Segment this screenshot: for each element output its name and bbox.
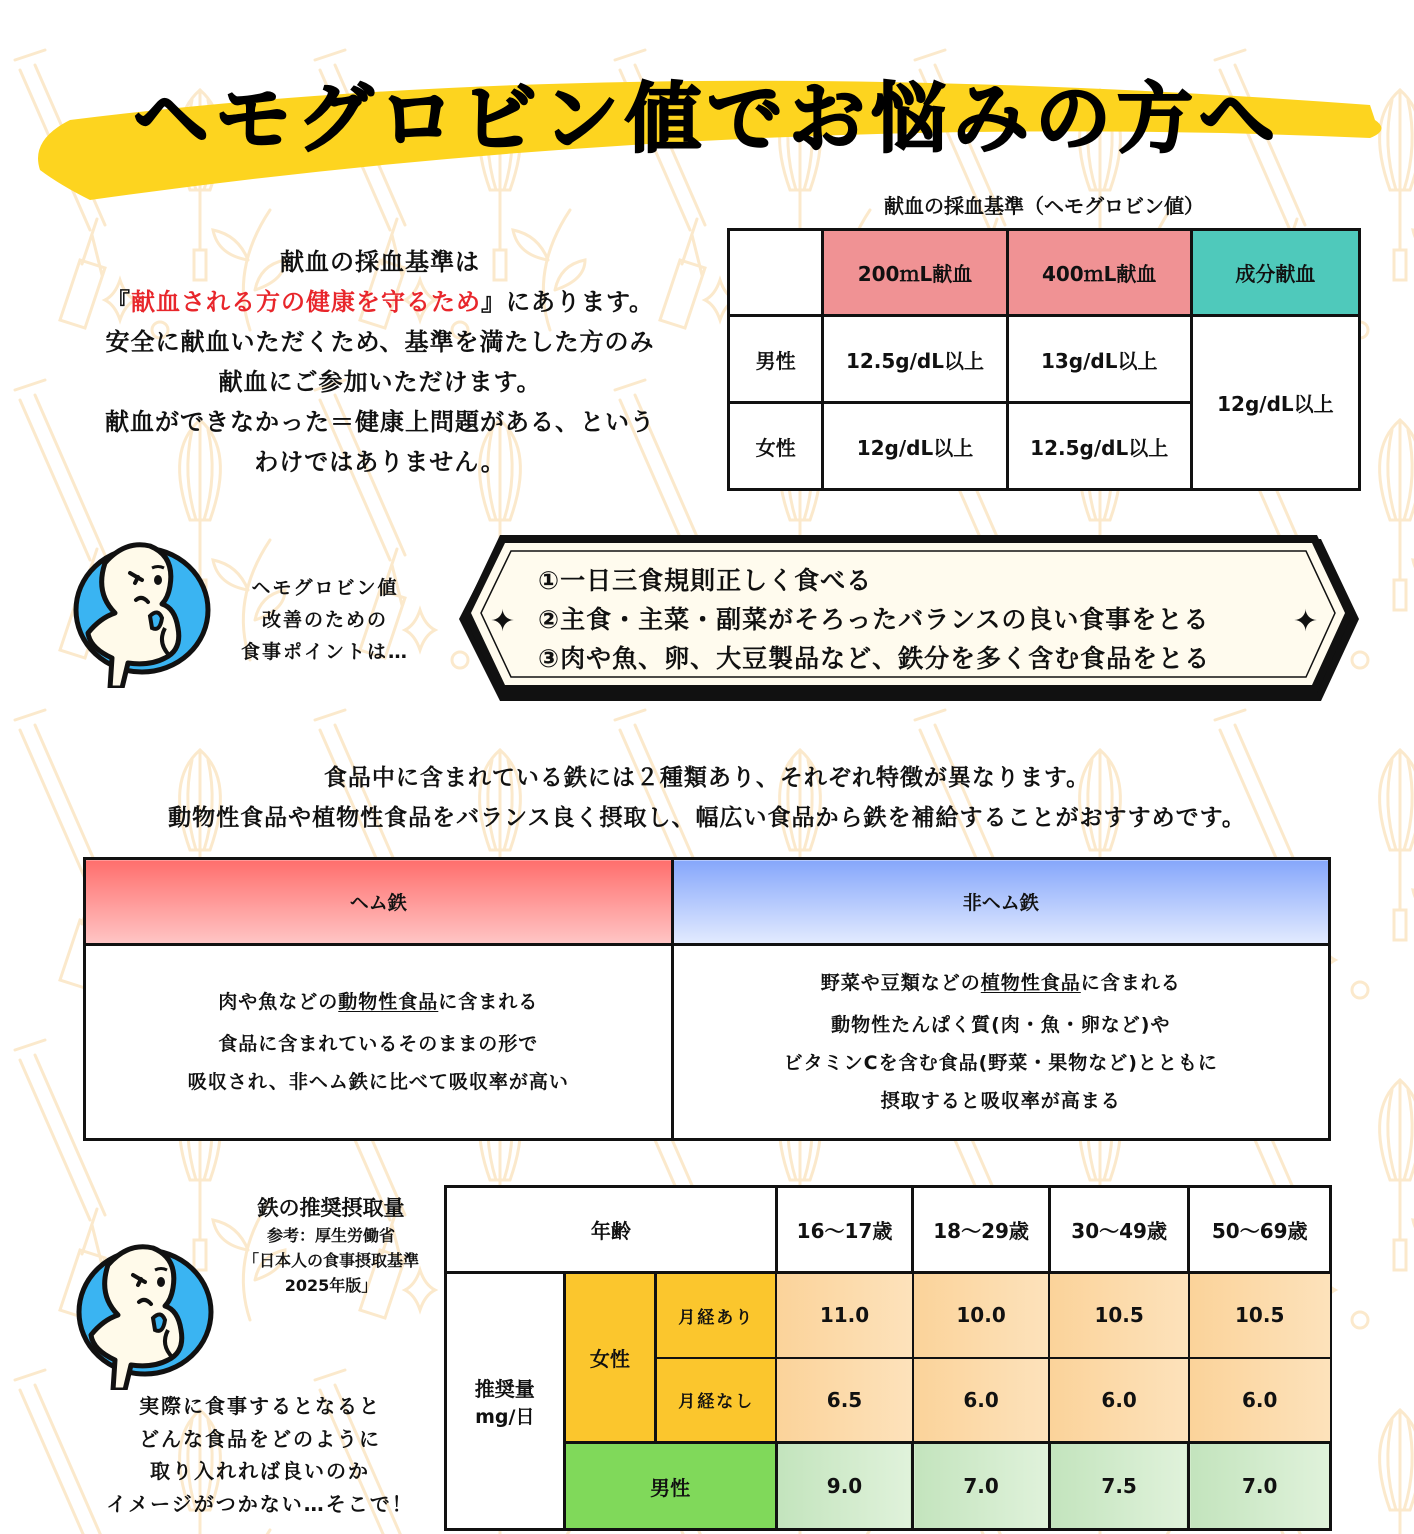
sparkle-icon-right: ✦ [1293,604,1319,639]
age-label: 年齢 [446,1187,777,1273]
value-cell: 10.5 [1189,1273,1331,1358]
nonheme-iron-description [672,945,1329,1140]
sparkle-icon-left: ✦ [490,604,516,639]
header-component: 成分献血 [1191,230,1359,316]
header-200ml: 200ｍL献血 [823,230,1007,316]
diet-tips-list [538,561,1298,678]
tips-lead-line-2: 改善のための [261,609,388,631]
nonheme-line-3: ビタミンCを含む食品(野菜・果物など)とともに [783,1052,1218,1074]
male-200ml-value: 12.5g/dL以上 [823,316,1007,403]
row-label-male: 男性 [729,316,823,403]
unit-label: mg/日 [475,1406,535,1428]
intro-line-6: わけではありません。 [254,448,506,476]
meal-question-text [95,1390,425,1520]
iron-intro-line-2: 動物性食品や植物性食品をバランス良く摂取し、幅広い食品から鉄を補給することがおすすめです。 [168,805,1246,831]
heme-text: 肉や魚などの [218,991,339,1013]
question-line-3: 取り入れれば良いのか [150,1459,370,1483]
iron-intake-table [444,1185,1332,1531]
tip-3: ③肉や魚、卵、大豆製品など、鉄分を多く含む食品をとる [538,644,1211,673]
recommended-amount-label [446,1273,565,1530]
tips-lead-line-3: 食事ポイントは… [240,641,409,663]
quote-open: 『 [105,288,131,316]
age-18-29: 18～29歳 [913,1187,1050,1273]
intro-line-3: 安全に献血いただくため、基準を満たした方のみ [105,328,655,356]
donation-criteria-intro [60,242,700,482]
iron-intro-line-1: 食品中に含まれている鉄には２種類あり、それぞれ特徴が異なります。 [323,765,1091,791]
thinking-character-icon [70,538,215,688]
heme-text: に含まれる [438,991,539,1013]
nonheme-text: に含まれる [1080,972,1181,994]
nonheme-iron-header: 非ヘム鉄 [672,859,1329,945]
heme-iron-description [85,945,673,1140]
nonheme-line-2: 動物性たんぱく質(肉・魚・卵など)や [831,1014,1171,1036]
value-cell: 9.0 [776,1443,913,1530]
question-line-4: イメージがつかない…そこで！ [106,1491,414,1516]
empty-header-cell [729,230,823,316]
female-menstruating-row [446,1273,1331,1358]
intro-line-5: 献血ができなかった＝健康上問題がある、という [105,408,655,436]
row-label-female: 女性 [729,403,823,490]
intake-source-2: 「日本人の食事摂取基準 [242,1251,419,1270]
recommended-label: 推奨量 [474,1377,535,1401]
male-label: 男性 [564,1443,776,1530]
heme-iron-comparison-table [83,857,1331,1141]
question-line-2: どんな食品をどのように [139,1426,381,1451]
female-label: 女性 [564,1273,656,1443]
intro-line-1: 献血の採血基準は [280,248,480,276]
intro-line-4: 献血にご参加いただけます。 [218,368,542,396]
value-cell: 7.5 [1049,1443,1189,1530]
underlined-plant-foods: 植物性食品 [980,972,1081,994]
tip-1: ①一日三食規則正しく食べる [538,566,873,595]
tips-lead-line-1: ヘモグロビン値 [251,577,399,599]
quote-close: 』にあります。 [480,288,655,316]
highlight-text: 献血される方の健康を守るため [130,288,481,316]
heme-line-2: 食品に含まれているそのままの形で [218,1033,539,1055]
value-cell: 10.5 [1049,1273,1189,1358]
iron-types-intro [0,758,1414,838]
value-cell: 7.0 [913,1443,1050,1530]
nonheme-line-4: 摂取すると吸収率が高まる [880,1090,1121,1112]
female-400ml-value: 12.5g/dL以上 [1007,403,1191,490]
value-cell: 6.0 [913,1358,1050,1443]
donation-criteria-table [727,228,1361,491]
table-row-male [729,316,1360,403]
underlined-animal-foods: 動物性食品 [338,991,439,1013]
intake-source-3: 2025年版」 [284,1276,378,1295]
value-cell: 10.0 [913,1273,1050,1358]
tip-2: ②主食・主菜・副菜がそろったバランスの良い食事をとる [538,605,1210,634]
tips-lead-text [225,572,425,668]
intake-source-1: 参考：厚生労働省 [266,1226,395,1245]
page-title: ヘモグロビン値でお悩みの方へ [133,74,1281,163]
question-line-1: 実際に食事するとなると [139,1394,381,1418]
female-200ml-value: 12g/dL以上 [823,403,1007,490]
age-50-69: 50～69歳 [1189,1187,1331,1273]
intake-title-block [216,1193,446,1298]
intro-line-2 [60,282,700,322]
menstruation-yes-label: 月経あり [656,1273,776,1358]
value-cell: 7.0 [1189,1443,1331,1530]
nonheme-text: 野菜や豆類などの [820,972,981,994]
component-value: 12g/dL以上 [1191,316,1359,490]
age-16-17: 16～17歳 [776,1187,913,1273]
value-cell: 6.0 [1189,1358,1331,1443]
header-400ml: 400ｍL献血 [1007,230,1191,316]
value-cell: 6.0 [1049,1358,1189,1443]
heme-line-3: 吸収され、非ヘム鉄に比べて吸収率が高い [187,1071,569,1093]
age-header-row [446,1187,1331,1273]
intake-title: 鉄の推奨摂取量 [257,1196,405,1220]
male-400ml-value: 13g/dL以上 [1007,316,1191,403]
value-cell: 6.5 [776,1358,913,1443]
value-cell: 11.0 [776,1273,913,1358]
age-30-49: 30～49歳 [1049,1187,1189,1273]
male-row [446,1443,1331,1530]
donation-table-caption: 献血の採血基準（ヘモグロビン値） [884,194,1204,218]
menstruation-no-label: 月経なし [656,1358,776,1443]
heme-iron-header: ヘム鉄 [85,859,673,945]
thinking-character-icon [73,1240,218,1390]
